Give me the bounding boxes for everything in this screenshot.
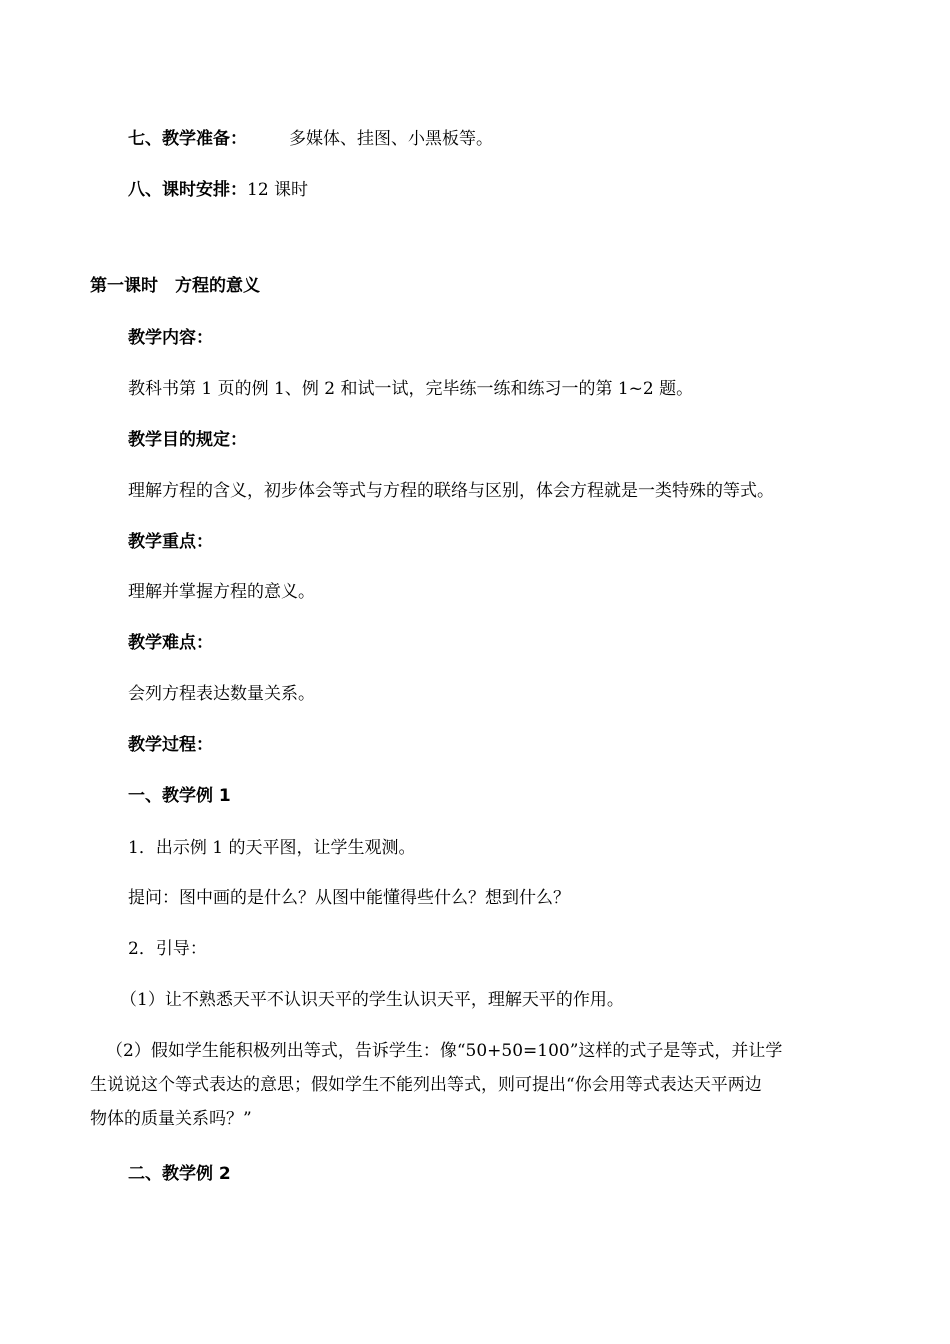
content-text: 教科书第 1 页的例 1、例 2 和试一试，完毕练一练和练习一的第 1~2 题。 (128, 379, 694, 399)
process-heading: 教学过程： (128, 735, 213, 755)
lesson-title: 第一课时 方程的意义 (90, 276, 260, 296)
part1-sub2-line1: （2）假如学生能积极列出等式，告诉学生：像“50+50=100”这样的式子是等式，并让学 (106, 1041, 783, 1061)
section-7-label: 七、教学准备： (128, 129, 247, 149)
section-8-label: 八、课时安排： (128, 180, 247, 200)
section-7 (128, 127, 493, 151)
part1-heading: 一、教学例 1 (128, 786, 231, 806)
part1-sub1: （1）让不熟悉天平不认识天平的学生认识天平，理解天平的作用。 (120, 990, 624, 1010)
part1-step2: 2．引导： (128, 939, 207, 959)
part1-step1: 1．出示例 1 的天平图，让学生观测。 (128, 838, 416, 858)
difficulties-text: 会列方程表达数量关系。 (128, 684, 315, 704)
goals-text: 理解方程的含义，初步体会等式与方程的联络与区别，体会方程就是一类特殊的等式。 (128, 481, 774, 501)
difficulties-heading: 教学难点： (128, 633, 213, 653)
part1-sub2-line2: 生说说这个等式表达的意思；假如学生不能列出等式，则可提出“你会用等式表达天平两边 (90, 1075, 762, 1095)
part2-heading: 二、教学例 2 (128, 1164, 231, 1184)
part1-question: 提问：图中画的是什么？从图中能懂得些什么？想到什么？ (128, 888, 570, 908)
content-heading: 教学内容： (128, 328, 213, 348)
part1-sub2 (90, 1034, 860, 1136)
part1-sub2-line3: 物体的质量关系吗？” (90, 1109, 252, 1129)
key-points-text: 理解并掌握方程的意义。 (128, 582, 315, 602)
section-8-value: 12 课时 (247, 180, 309, 200)
section-7-value: 多媒体、挂图、小黑板等。 (289, 129, 493, 149)
key-points-heading: 教学重点： (128, 532, 213, 552)
goals-heading: 教学目的规定： (128, 430, 247, 450)
section-8 (128, 178, 308, 202)
